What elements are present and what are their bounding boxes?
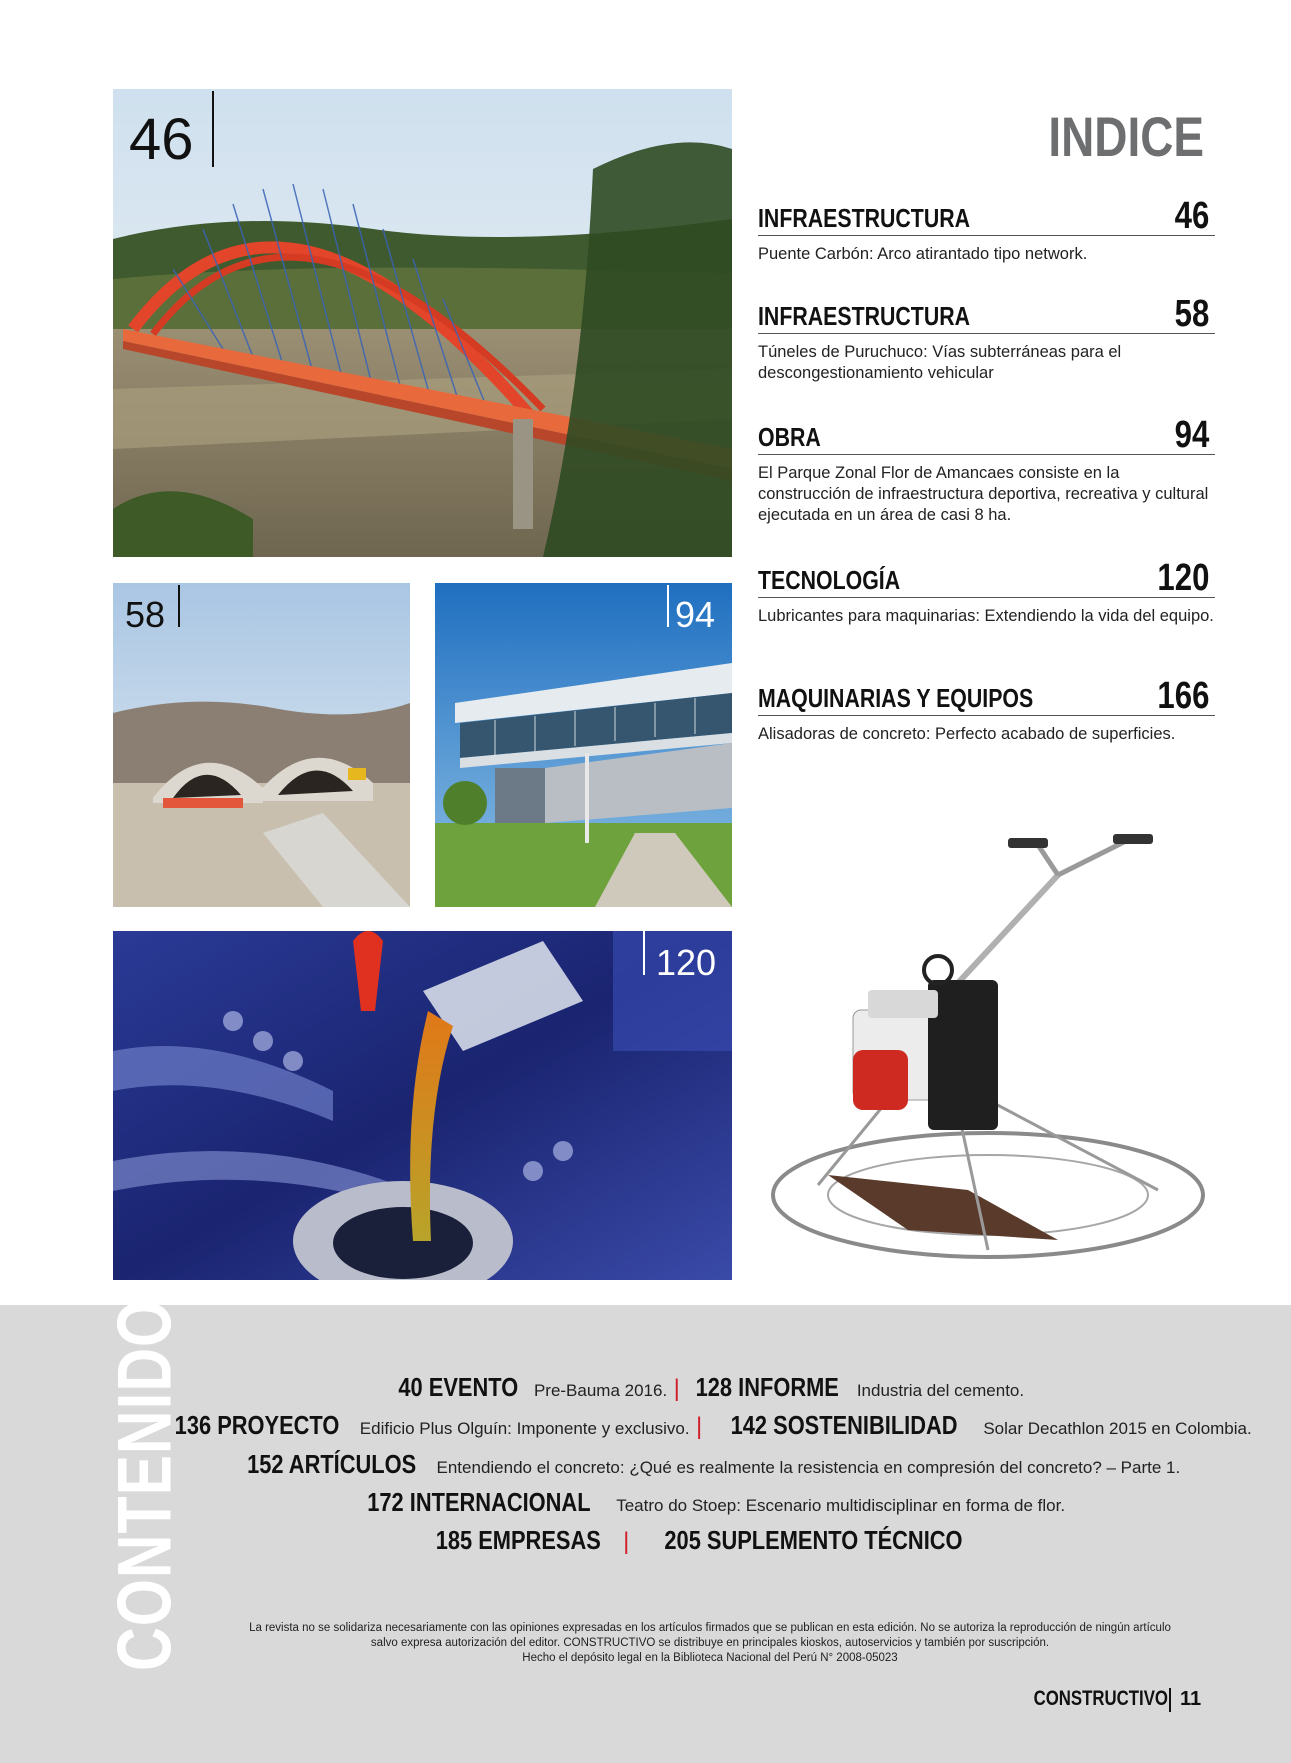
section-name: MAQUINARIAS Y EQUIPOS bbox=[758, 683, 1034, 713]
separator: | bbox=[623, 1528, 630, 1555]
page-number: 11 bbox=[1180, 1688, 1202, 1710]
disclaimer-line: salvo expresa autorización del editor. CONSTRUCTIVO se distribuye en principales kioskos, autoservicios y también por suscripción. bbox=[370, 1637, 1050, 1649]
contents-line bbox=[0, 1410, 1291, 1441]
separator: | bbox=[673, 1375, 680, 1402]
legal-disclaimer bbox=[190, 1621, 1230, 1666]
contents-key: 142 SOSTENIBILIDAD bbox=[730, 1410, 958, 1440]
section-name: INFRAESTRUCTURA bbox=[758, 203, 971, 233]
contenido-text: CONTENIDO bbox=[102, 1299, 188, 1671]
page-number-divider bbox=[212, 91, 214, 167]
contents-line bbox=[0, 1487, 1291, 1518]
brand-name: CONSTRUCTIVO bbox=[1033, 1687, 1168, 1710]
disclaimer-line: La revista no se solidariza necesariamente con las opiniones expresadas en los artículos firmados que se publican en esta edición. No se autoriza la reproducción de ningún artículo bbox=[249, 1622, 1171, 1634]
index-section bbox=[758, 557, 1215, 627]
page-title: INDICE bbox=[1048, 105, 1204, 168]
section-name: OBRA bbox=[758, 422, 821, 452]
section-page: 58 bbox=[1174, 293, 1209, 335]
footer-divider bbox=[1169, 1688, 1171, 1712]
contents-key: 136 PROYECTO bbox=[174, 1410, 340, 1440]
disclaimer-line: Hecho el depósito legal en la Biblioteca Nacional del Perú N° 2008-05023 bbox=[522, 1652, 898, 1664]
section-description: Túneles de Puruchuco: Vías subterráneas para el descongestionamiento vehicular bbox=[758, 343, 1122, 382]
photo-tunnels bbox=[113, 583, 410, 907]
contents-key: 40 EVENTO bbox=[398, 1372, 519, 1402]
section-page: 46 bbox=[1174, 195, 1209, 237]
index-section bbox=[758, 293, 1215, 384]
contents-desc: Industria del cemento. bbox=[856, 1381, 1025, 1400]
contents-key: 185 EMPRESAS bbox=[435, 1525, 601, 1555]
contents-desc: Pre-Bauma 2016. bbox=[533, 1381, 668, 1400]
photo-power-trowel bbox=[758, 830, 1228, 1280]
index-section bbox=[758, 414, 1215, 526]
index-section bbox=[758, 195, 1215, 265]
photo-page-number: 120 bbox=[656, 942, 717, 983]
footer-brand bbox=[1000, 1687, 1168, 1711]
photo-building bbox=[435, 583, 732, 907]
section-page: 94 bbox=[1174, 414, 1209, 456]
separator: | bbox=[696, 1413, 703, 1440]
section-description: Puente Carbón: Arco atirantado tipo network. bbox=[758, 245, 1088, 263]
section-description: El Parque Zonal Flor de Amancaes consiste en la construcción de infraestructura deportiva, recreativa y cultural ejecutada en un área de casi 8 ha. bbox=[758, 464, 1209, 524]
contents-line bbox=[0, 1449, 1291, 1480]
page-number-divider bbox=[643, 931, 645, 975]
page-number-divider bbox=[667, 585, 669, 627]
contents-key: 128 INFORME bbox=[695, 1372, 839, 1402]
section-header bbox=[758, 557, 1215, 599]
contents-desc: Entendiendo el concreto: ¿Qué es realmente la resistencia en compresión del concreto? – Parte 1. bbox=[436, 1458, 1181, 1477]
photo-page-number: 46 bbox=[129, 107, 194, 172]
section-header bbox=[758, 195, 1215, 237]
contents-desc: Teatro do Stoep: Escenario multidisciplinar en forma de flor. bbox=[616, 1496, 1066, 1515]
section-header bbox=[758, 293, 1215, 335]
section-header bbox=[758, 675, 1215, 717]
section-page: 120 bbox=[1157, 557, 1209, 599]
section-description: Alisadoras de concreto: Perfecto acabado de superficies. bbox=[758, 725, 1176, 743]
index-section bbox=[758, 675, 1215, 745]
photo-page-number: 94 bbox=[675, 594, 716, 635]
section-page: 166 bbox=[1157, 675, 1209, 717]
contenido-label bbox=[102, 1299, 188, 1671]
contents-key: 152 ARTÍCULOS bbox=[246, 1449, 416, 1479]
contents-desc: Edificio Plus Olguín: Imponente y exclusivo. bbox=[359, 1419, 690, 1438]
contents-desc: Solar Decathlon 2015 en Colombia. bbox=[983, 1419, 1252, 1438]
section-name: INFRAESTRUCTURA bbox=[758, 301, 971, 331]
contents-line bbox=[0, 1525, 1291, 1556]
section-name: TECNOLOGÍA bbox=[758, 565, 901, 595]
contents-key: 205 SUPLEMENTO TÉCNICO bbox=[664, 1525, 963, 1555]
photo-page-number: 58 bbox=[125, 594, 166, 635]
photo-oil bbox=[113, 931, 732, 1280]
contents-line bbox=[0, 1372, 1291, 1403]
section-header bbox=[758, 414, 1215, 456]
section-description: Lubricantes para maquinarias: Extendiendo la vida del equipo. bbox=[758, 607, 1214, 625]
photo-bridge bbox=[113, 89, 732, 557]
contents-key: 172 INTERNACIONAL bbox=[367, 1487, 591, 1517]
page-number-divider bbox=[178, 585, 180, 627]
